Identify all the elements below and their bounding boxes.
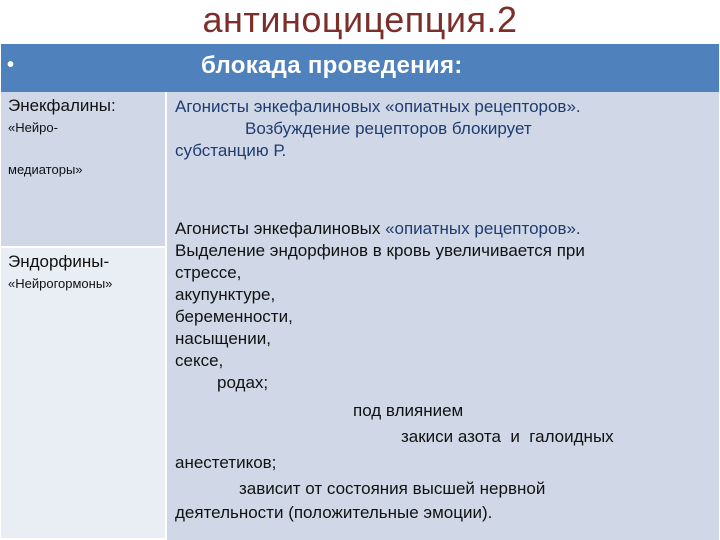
slide-title: антиноцицепция.2 xyxy=(202,0,518,40)
row-sublabel: медиаторы» xyxy=(8,162,83,177)
text-line: Возбуждение рецепторов блокирует xyxy=(245,119,532,138)
row-label: Энекфалины: xyxy=(8,96,116,115)
row-sublabel: «Нейро- xyxy=(8,120,58,135)
text-line: деятельности (положительные эмоции). xyxy=(175,503,493,522)
text-line: беременности, xyxy=(175,307,293,326)
header-text: блокада проведения: xyxy=(201,52,463,79)
text-line: стрессе, xyxy=(175,263,242,282)
row-label: Эндорфины- xyxy=(8,252,110,271)
text-fragment: Агонисты энкефалиновых xyxy=(175,219,386,238)
table-header xyxy=(1,44,719,92)
text-line: зависит от состояния высшей нервной xyxy=(239,479,546,498)
text-line: под влиянием xyxy=(353,401,464,420)
text-line: субстанцию Р. xyxy=(175,141,287,160)
text-line: Агонисты энкефалиновых «опиатных рецепторов». xyxy=(175,97,581,116)
text-line: Выделение эндорфинов в кровь увеличивается при xyxy=(175,241,585,260)
text-line: анестетиков; xyxy=(175,453,277,472)
text-line: родах; xyxy=(217,373,269,392)
text-fragment: «опиатных рецепторов». xyxy=(385,219,581,238)
text-line: закиси азота и галоидных xyxy=(401,427,614,446)
text-line: акупунктуре, xyxy=(175,285,276,304)
text-line: сексе, xyxy=(175,351,224,370)
content-table xyxy=(1,44,719,540)
content-cell xyxy=(167,92,719,540)
row-sublabel: «Нейрогормоны» xyxy=(8,276,113,291)
row-label-cell xyxy=(1,248,167,540)
row-label-cell xyxy=(1,92,167,248)
text-line xyxy=(175,218,581,240)
text-line: насыщении, xyxy=(175,329,271,348)
bullet-icon: • xyxy=(7,54,15,76)
